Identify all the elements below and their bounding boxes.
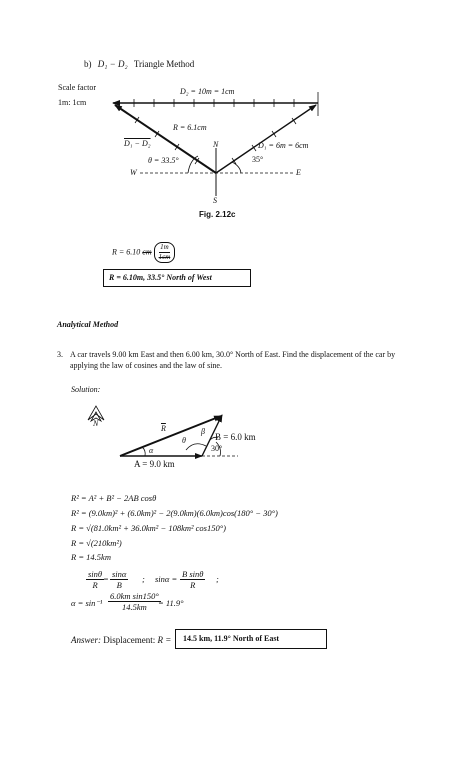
answer-3-box [175,629,327,649]
sine-alpha-lhs: sinα = [155,574,178,584]
d1-label: D₁ = 6m = 6cm [258,141,309,150]
answer-3-value: 14.5 km, 11.9° North of East [183,634,280,643]
separator-1: ; [142,574,145,584]
sine-mid-den: B [116,580,122,590]
d1-minus-d2-label: D₁ − D₂ [124,139,151,148]
theta-label-2: θ [182,436,186,445]
equation-2: R² = (9.0km)² + (6.0km)² − 2(9.0km)(6.0km)cos(180° − 30°) [71,508,278,518]
conversion-fraction [154,242,176,263]
conversion-fraction-den: 1cm [158,253,171,261]
conversion-lhs: R = 6.10 [112,247,141,257]
alpha-fraction [108,591,161,612]
a-vector-label: A = 9.0 km [134,459,175,469]
part-b-expression: D₁ − D₂ [97,59,128,69]
north-label-2: N [93,419,99,428]
equals-sign-1: = [103,574,109,584]
sine-right-num: B sinθ [182,569,204,579]
conversion-cm-struck: cm [142,247,152,257]
angle-35-label: 35° [252,155,264,164]
analytical-method-heading: Analytical Method [57,320,119,329]
alpha-arc [142,447,145,456]
equation-1: R² = A² + B² − 2AB cosθ [71,493,157,503]
alpha-lhs: α = sin⁻¹ [71,598,103,608]
alpha-fraction-den: 14.5km [121,602,147,612]
alpha-fraction-num: 6.0km sin150° [110,591,159,601]
problem-number: 3. [57,350,63,359]
north-label: N [213,140,219,149]
answer-var: R = [157,635,172,645]
part-b-prefix: b) [84,59,92,69]
sine-right-den: R [190,580,196,590]
theta-label: θ = 33.5° [148,156,179,165]
d2-label: D₂ = 10m = 1cm [180,87,235,96]
r-label: $\overline{R}$ [161,424,166,433]
solution-label: Solution: [71,385,101,394]
theta-arc-2 [186,444,206,450]
separator-2: ; [216,574,219,584]
equation-3: R = √(81.0km² + 36.0km² − 108km² cos150°) [71,523,226,533]
answer-label: Answer: [71,635,101,645]
sine-fraction-left [86,569,104,590]
d1-vector [216,105,316,173]
equation-5: R = 14.5km [71,552,111,562]
sine-fraction-mid [110,569,128,590]
r-length-label: R = 6.1cm [173,123,207,132]
sine-left-den: R [92,580,98,590]
b-vector-label: B = 6.0 km [215,432,256,442]
conversion-expression [112,242,175,263]
beta-label: β [201,427,205,436]
answer-text: Displacement: [103,635,156,645]
alpha-result: = 11.9° [158,598,184,608]
sine-left-num: sinθ [88,569,103,579]
equation-4: R = √(210km²) [71,538,122,548]
sine-mid-num: sinα [112,569,127,579]
angle-30-label: 30° [211,444,223,453]
conversion-fraction-num: 1m [160,243,169,251]
answer-line [71,635,171,645]
south-label: S [213,196,217,205]
alpha-label: α [149,446,154,455]
problem-text: A car travels 9.00 km East and then 6.00 km, 30.0° North of East. Find the displacement of the car by applying the law of cosines and the law of sine. [70,350,396,370]
answer-b-box [103,269,251,287]
angle-35-arc [232,162,241,173]
figure-caption: Fig. 2.12c [199,210,236,219]
east-label: E [296,168,301,177]
sine-fraction-right [180,569,205,590]
scale-factor-value: 1m: 1cm [58,98,87,107]
scale-factor-label: Scale factor [58,83,96,92]
r-vector [120,416,221,456]
west-label: W [130,168,137,177]
answer-b-text: R = 6.10m, 33.5° North of West [109,273,212,282]
part-b-title: Triangle Method [133,59,195,69]
